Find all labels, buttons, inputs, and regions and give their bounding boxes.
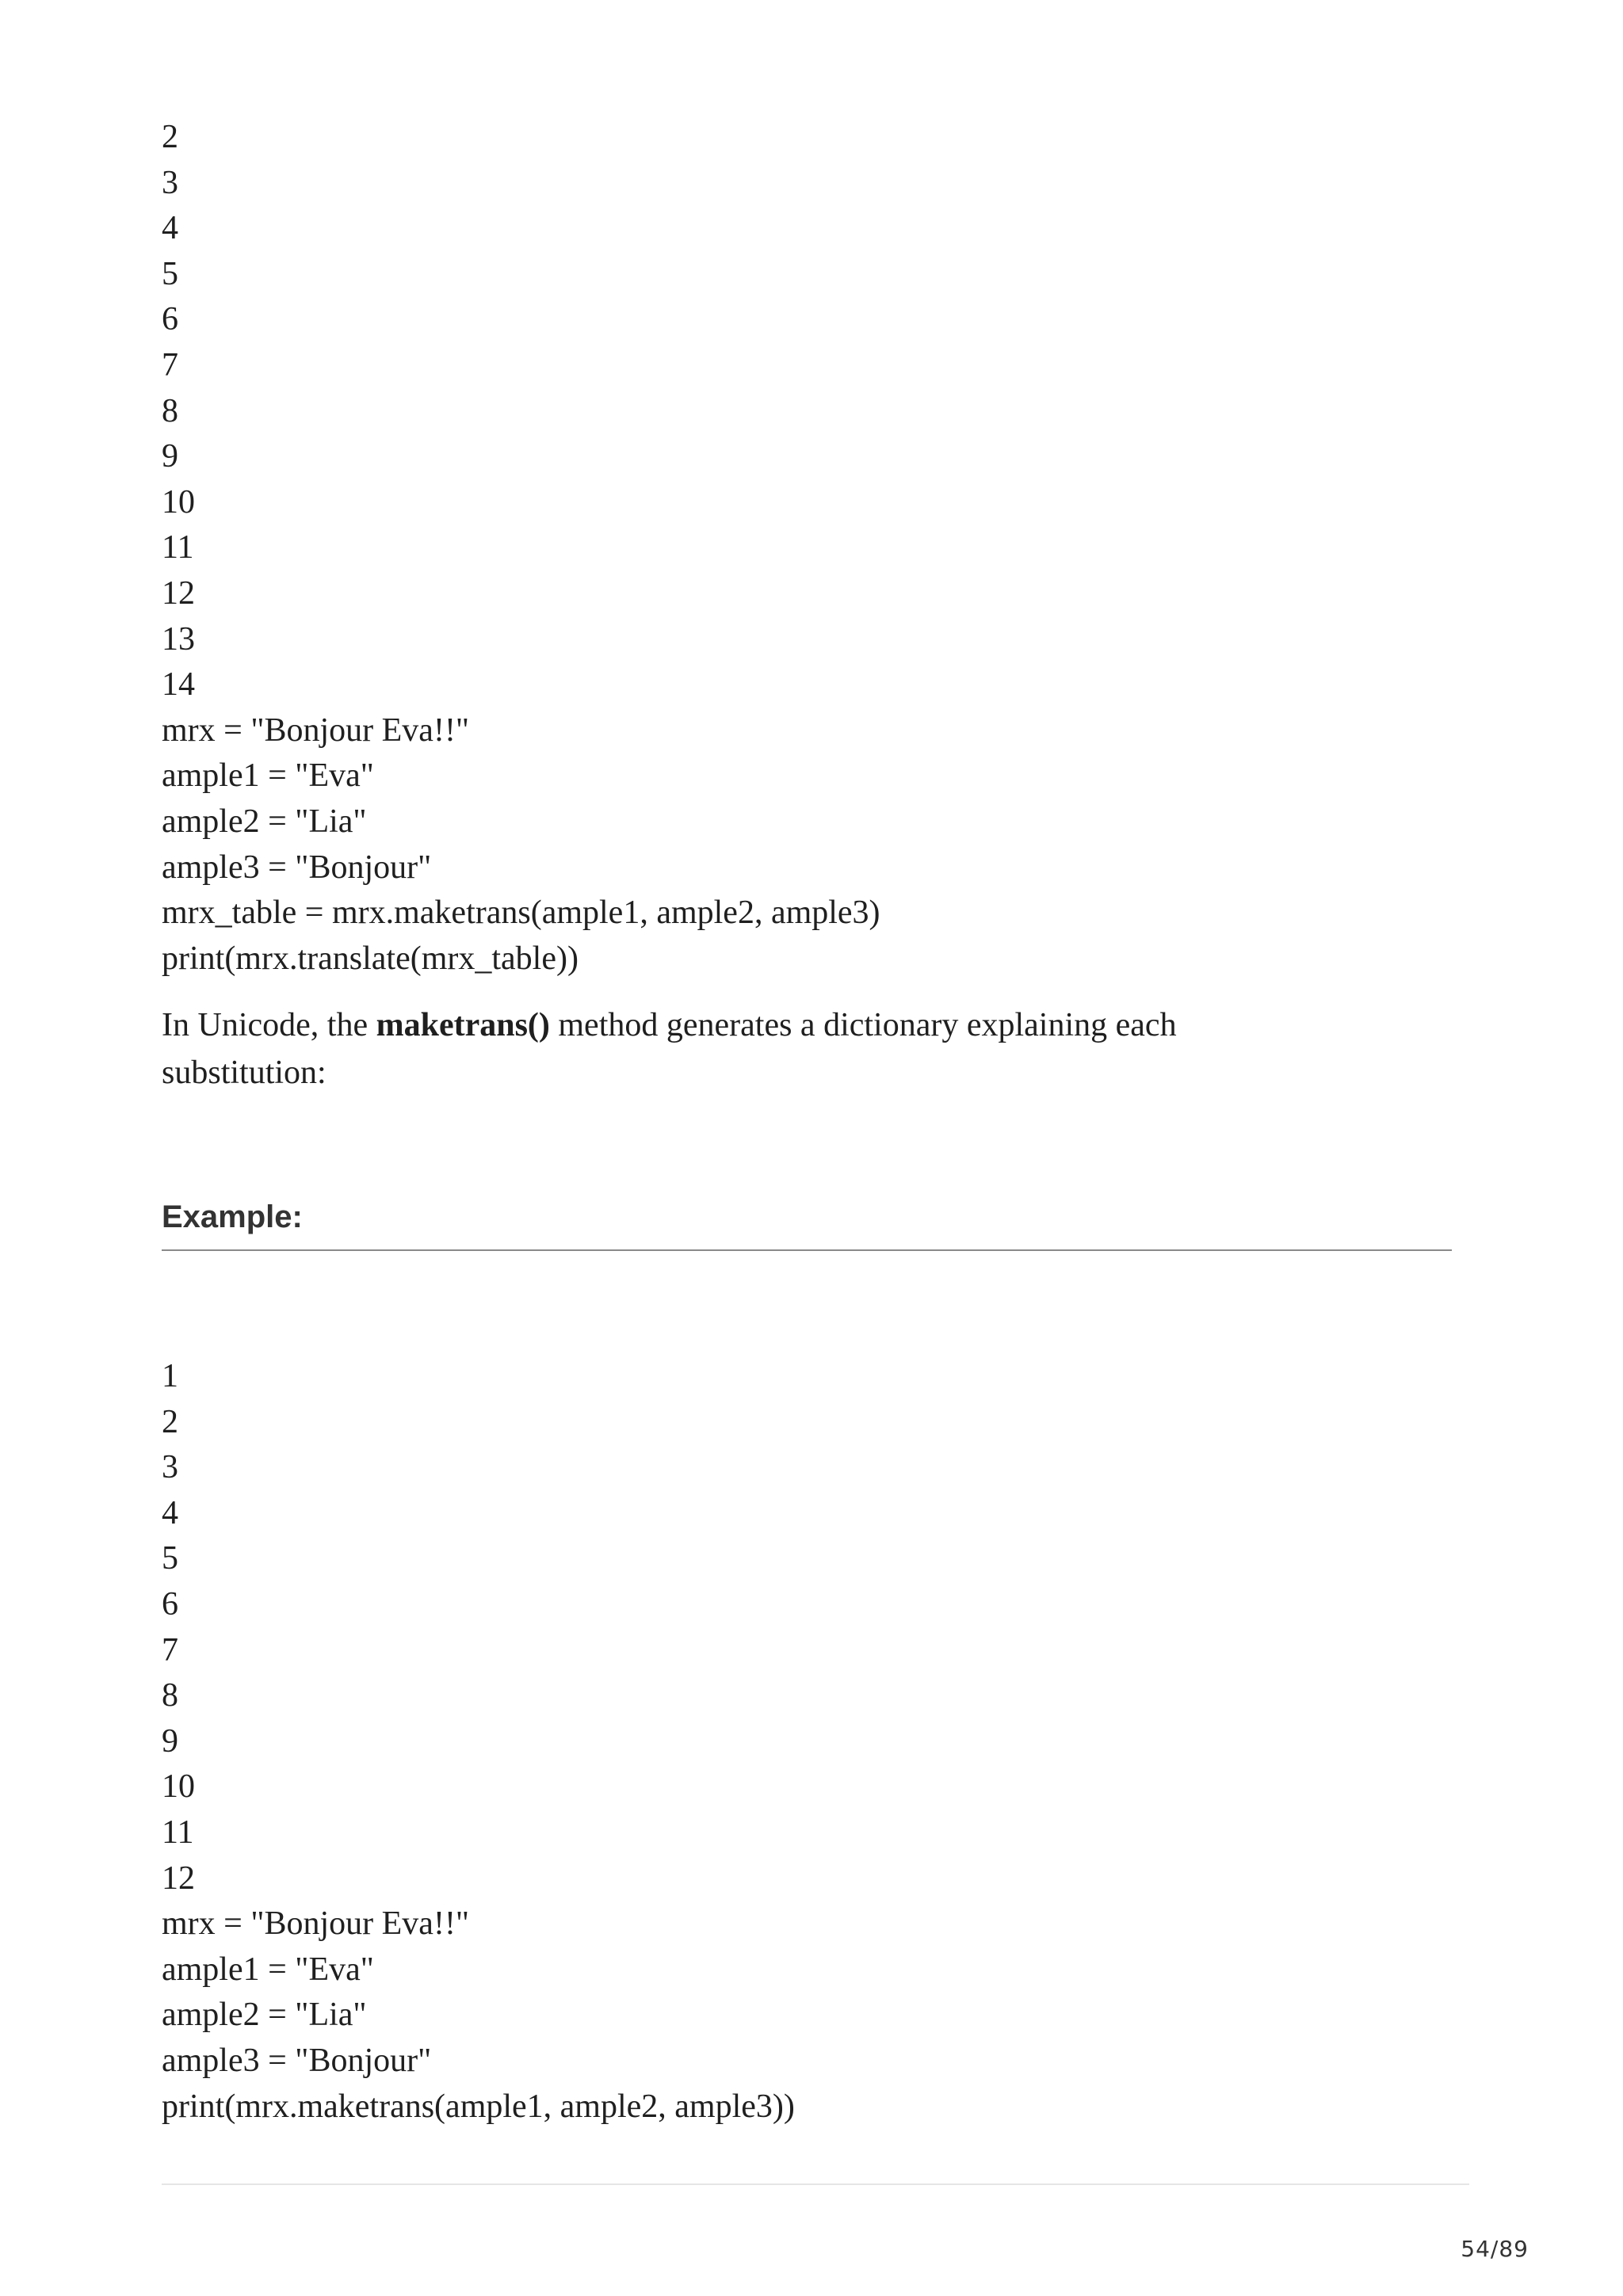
line-number: 12 <box>162 574 195 612</box>
paragraph-prefix: In Unicode, the <box>162 1007 376 1043</box>
line-number: 6 <box>162 301 178 338</box>
line-number: 7 <box>162 1631 178 1669</box>
line-number: 9 <box>162 1722 178 1760</box>
code-line: ample1 = "Eva" <box>162 757 374 795</box>
line-number: 12 <box>162 1859 195 1897</box>
code-line: ample2 = "Lia" <box>162 803 367 840</box>
code-line: ample1 = "Eva" <box>162 1951 374 1988</box>
line-number: 10 <box>162 1768 195 1806</box>
line-number: 3 <box>162 164 178 201</box>
code-line: ample2 = "Lia" <box>162 1997 367 2034</box>
page-number: 54/89 <box>1461 2236 1529 2262</box>
code-line: mrx = "Bonjour Eva!!" <box>162 1905 470 1943</box>
code-block-2-lines <box>162 1354 795 2130</box>
code-line: mrx = "Bonjour Eva!!" <box>162 711 470 749</box>
body-paragraph <box>162 1001 1335 1097</box>
paragraph-bold-term: maketrans() <box>376 1007 550 1043</box>
line-number: 9 <box>162 438 178 475</box>
line-number: 5 <box>162 1540 178 1577</box>
line-number: 11 <box>162 1814 194 1851</box>
line-number: 2 <box>162 119 178 155</box>
line-number: 8 <box>162 1677 178 1714</box>
code-block-1 <box>162 115 880 982</box>
code-line: ample3 = "Bonjour" <box>162 2042 432 2079</box>
line-number: 6 <box>162 1585 178 1623</box>
line-number: 10 <box>162 483 195 521</box>
line-number: 5 <box>162 255 178 292</box>
line-number: 1 <box>162 1358 178 1394</box>
footer-divider <box>162 2183 1469 2185</box>
heading-divider <box>162 1249 1452 1251</box>
line-number: 14 <box>162 666 195 704</box>
code-block-1-lines <box>162 115 880 982</box>
example-heading: Example: <box>162 1199 303 1234</box>
line-number: 4 <box>162 210 178 247</box>
paragraph-suffix: method generates a dictionary explaining each substitution: <box>162 1007 1177 1091</box>
code-line: print(mrx.translate(mrx_table)) <box>162 940 579 977</box>
line-number: 13 <box>162 620 195 658</box>
line-number: 8 <box>162 392 178 429</box>
line-number: 2 <box>162 1403 178 1440</box>
code-line: ample3 = "Bonjour" <box>162 849 432 886</box>
code-line: print(mrx.maketrans(ample1, ample2, ample3)) <box>162 2088 795 2125</box>
line-number: 3 <box>162 1449 178 1486</box>
line-number: 7 <box>162 346 178 383</box>
code-line: mrx_table = mrx.maketrans(ample1, ample2, ample3) <box>162 894 880 932</box>
code-block-2 <box>162 1354 795 2130</box>
line-number: 4 <box>162 1494 178 1531</box>
line-number: 11 <box>162 529 194 566</box>
